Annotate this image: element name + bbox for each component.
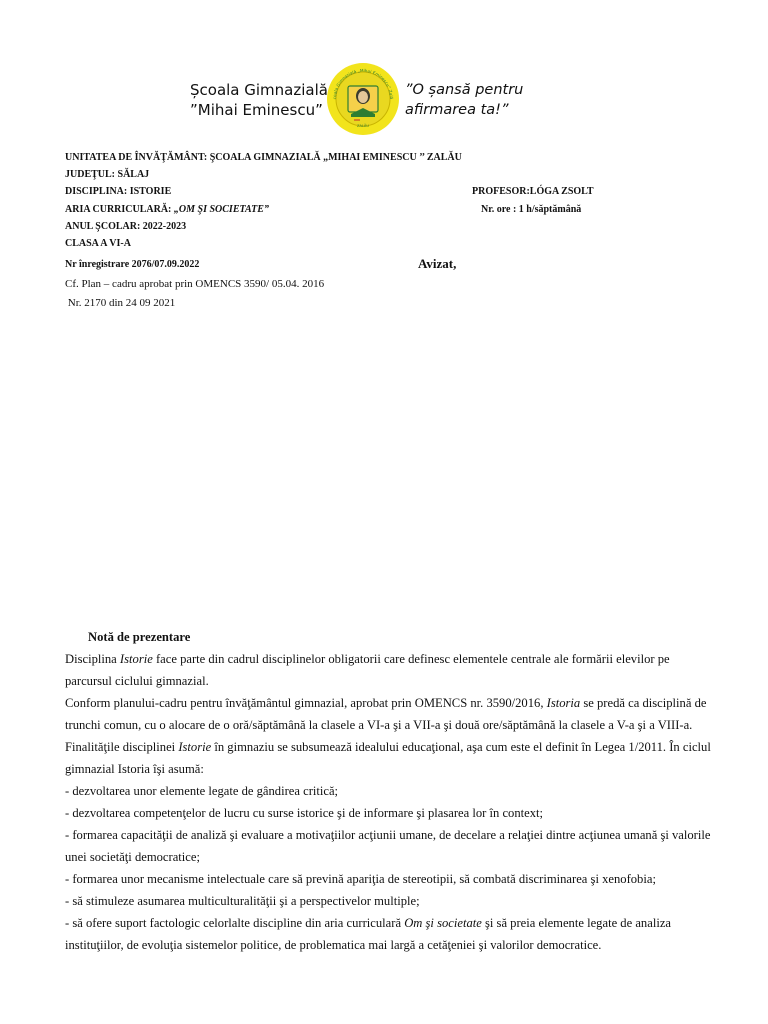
school-name-line2: ”Mihai Eminescu” [190, 101, 323, 119]
nota-paragraph-2: Conform planului-cadru pentru învăţământul gimnazial, aprobat prin OMENCS nr. 3590/2016, Istoria se predă ca disciplină de trunchi comun, cu o alocare de o oră/săptămână la clasele a VI-a şi a VII-a şi două ore/săptămână la clasele a V-a şi a VIII-a. [65, 696, 707, 732]
logo-ring-text: coala Gimnazială „Mihai Eminescu” Zală [331, 67, 395, 100]
avizat-label: Avizat, [418, 256, 457, 271]
nota-de-prezentare [65, 626, 715, 956]
meta-aria-label: ARIA CURRICULARĂ: [65, 204, 174, 215]
nota-bullet-5: - să stimuleze asumarea multiculturalităţii şi a perspectivelor multiple; [65, 894, 420, 908]
school-name [190, 80, 328, 120]
nota-bullet-1: - dezvoltarea unor elemente legate de gândirea critică; [65, 784, 339, 798]
nota-paragraph-1: Disciplina Istorie face parte din cadrul disciplinelor obligatorii care definesc elementele centrale ale formării elevilor pe parcursul ciclului gimnazial. [65, 652, 670, 688]
logo-bottom-text: ZALĂU [356, 124, 370, 128]
school-motto [405, 80, 523, 120]
document-header [0, 62, 768, 137]
motto-line2: afirmarea ta!” [405, 102, 509, 118]
meta-nr-inregistrare: Nr înregistrare 2076/07.09.2022 [65, 259, 200, 270]
plan-cadru-line2: Nr. 2170 din 24 09 2021 [65, 297, 176, 309]
meta-aria-curriculara [65, 204, 269, 215]
nota-bullet-2: - dezvoltarea competenţelor de lucru cu surse istorice şi de informare şi plasarea lor în context; [65, 806, 544, 820]
meta-judetul: JUDEŢUL: SĂLAJ [65, 169, 150, 180]
nota-bullet-3: - formarea capacităţii de analiză şi evaluare a motivaţiilor acţiunii umane, de decelare a relaţiei dintre acţiunea umană şi valorile unei societăţi democratice; [65, 828, 711, 864]
nota-bullet-6: - să ofere suport factologic celorlalte discipline din aria curriculară Om şi societate şi să preia elemente legate de analiza instituţiilor, de evoluţia sistemelor politice, de problematica mai largă a cetăţeniei şi valorilor democratice. [65, 916, 671, 952]
motto-line1: ”O șansă pentru [405, 82, 524, 98]
meta-anul-scolar: ANUL ŞCOLAR: 2022-2023 [65, 221, 187, 232]
school-name-line1: Școala Gimnazială [190, 81, 328, 99]
plan-cadru-line1: Cf. Plan – cadru aprobat prin OMENCS 3590/ 05.04. 2016 [65, 278, 325, 290]
meta-profesor: PROFESOR:LÓGA ZSOLT [472, 186, 594, 197]
school-logo [326, 62, 400, 136]
nota-bullet-4: - formarea unor mecanisme intelectuale care să prevină apariţia de stereotipii, să combată discriminarea şi xenofobia; [65, 872, 656, 886]
meta-nr-ore: Nr. ore : 1 h/săptămână [481, 204, 582, 215]
nota-title: Notă de prezentare [88, 630, 191, 644]
nota-paragraph-3: Finalităţile disciplinei Istorie în gimnaziu se subsumează idealului educaţional, aşa cum este el definit în Legea 1/2011. În ciclul gimnazial Istoria îşi asumă: [65, 740, 711, 776]
meta-clasa: CLASA A VI-A [65, 238, 131, 249]
meta-disciplina: DISCIPLINA: ISTORIE [65, 186, 172, 197]
meta-unitatea: UNITATEA DE ÎNVĂŢĂMÂNT: ŞCOALA GIMNAZIALĂ „MIHAI EMINESCU ’’ ZALĂU [65, 152, 462, 163]
meta-aria-value: „OM ŞI SOCIETATE” [173, 204, 269, 215]
